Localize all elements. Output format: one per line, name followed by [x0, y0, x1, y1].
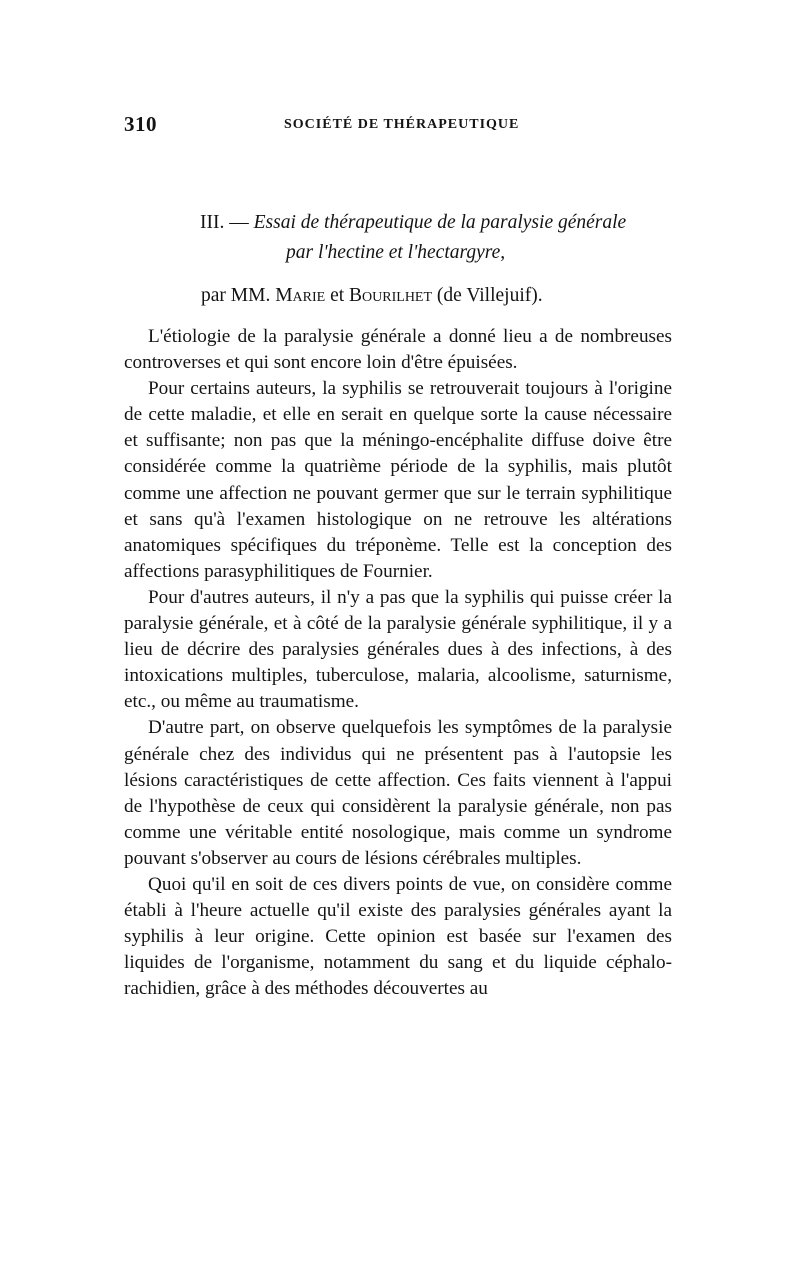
- body-paragraph: Quoi qu'il en soit de ces divers points de vue, on considère comme établi à l'heure actuelle qu'il existe des paralysies générales ayant la syphilis à leur origine. Cette opinion est basée sur l'examen des liquides de l'organisme, notamment du sang et du liquide céphalo-rachidien, grâce à des méthodes découvertes au: [124, 873, 672, 1000]
- body-paragraph: Pour d'autres auteurs, il n'y a pas que la syphilis qui puisse créer la paralysie générale, et à côté de la paralysie générale syphilitique, il y a lieu de décrire des paralysies générales dues à des infections, à des intoxications multiples, tuberculose, malaria, alcoolisme, saturnisme, etc., ou même au traumatisme.: [124, 586, 672, 713]
- article-authors: [201, 285, 543, 307]
- authors-conjunction: et: [330, 285, 345, 306]
- body-paragraph: L'étiologie de la paralysie générale a donné lieu a de nombreuses controverses et qui sont encore loin d'être épuisées.: [124, 326, 672, 374]
- author-name: Bourilhet: [349, 285, 433, 306]
- page-header: [124, 112, 672, 142]
- section-number: III. —: [200, 212, 249, 233]
- article-title-line-2: par l'hectine et l'hectargyre,: [286, 242, 506, 263]
- page-number: 310: [124, 112, 157, 136]
- authors-prefix: par MM.: [201, 285, 271, 306]
- body-paragraph: Pour certains auteurs, la syphilis se retrouverait toujours à l'origine de cette maladie, et elle en serait en quelque sorte la cause nécessaire et suffisante; non pas que la méningo-encéphalite diffuse doive être considérée comme la quatrième période de la syphilis, mais plutôt comme une affection ne pouvant germer que sur le terrain syphilitique et sans qu'à l'examen histologique on ne retrouve les altérations anatomiques spécifiques du tréponème. Telle est la conception des affections parasyphilitiques de Fournier.: [124, 378, 672, 582]
- article-title: Essai de thérapeutique de la paralysie générale: [253, 212, 627, 233]
- article-title-line-1: [200, 212, 626, 234]
- author-name: Marie: [275, 285, 326, 306]
- body-paragraph: D'autre part, on observe quelquefois les symptômes de la paralysie générale chez des individus qui ne présentent pas à l'autopsie les lésions caractéristiques de cette affection. Ces faits viennent à l'appui de l'hypothèse de ceux qui considèrent la paralysie générale, non pas comme une véritable entité nosologique, mais comme un syndrome pouvant s'observer au cours de lésions cérébrales multiples.: [124, 717, 672, 869]
- author-affiliation: (de Villejuif).: [436, 285, 543, 306]
- running-title: SOCIÉTÉ DE THÉRAPEUTIQUE: [284, 117, 520, 132]
- article-body: [124, 324, 672, 1002]
